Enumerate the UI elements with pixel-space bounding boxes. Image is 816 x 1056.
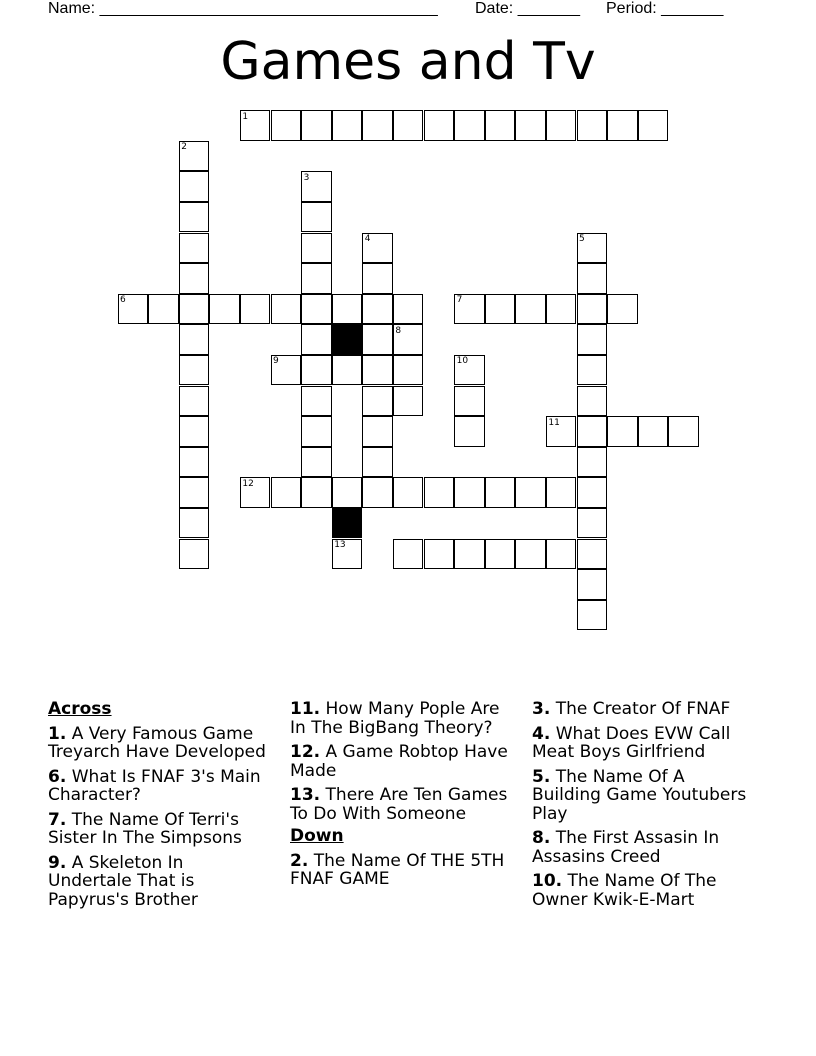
clue-number: 8	[395, 325, 402, 336]
grid-cell[interactable]	[362, 416, 393, 447]
grid-cell[interactable]	[179, 171, 210, 202]
clue-text: The Name Of Terri's Sister In The Simpsons	[48, 809, 242, 848]
grid-cell[interactable]	[301, 447, 332, 478]
clue-item	[532, 725, 752, 762]
grid-cell[interactable]	[332, 110, 363, 141]
grid-cell[interactable]	[362, 110, 393, 141]
clue-text: The Name Of The Owner Kwik-E-Mart	[532, 871, 717, 910]
grid-cell[interactable]	[209, 294, 240, 325]
grid-cell[interactable]	[362, 477, 393, 508]
grid-cell[interactable]	[393, 539, 424, 570]
grid-cell[interactable]	[577, 416, 608, 447]
grid-cell[interactable]	[362, 324, 393, 355]
grid-cell[interactable]	[393, 355, 424, 386]
grid-cell[interactable]	[301, 233, 332, 264]
grid-cell[interactable]	[577, 355, 608, 386]
clue-number-label: 8.	[532, 828, 551, 848]
clue-item	[48, 811, 268, 848]
clue-number-label: 3.	[532, 699, 551, 719]
grid-cell[interactable]	[362, 263, 393, 294]
grid-cell[interactable]	[607, 294, 638, 325]
grid-cell[interactable]	[179, 508, 210, 539]
grid-cell[interactable]	[362, 355, 393, 386]
grid-cell[interactable]	[301, 386, 332, 417]
grid-cell[interactable]	[179, 202, 210, 233]
clue-number: 11	[548, 417, 560, 428]
clue-number-label: 13.	[290, 785, 321, 805]
grid-cell[interactable]	[546, 294, 577, 325]
clue-item	[290, 743, 510, 780]
clue-number-label: 12.	[290, 742, 321, 762]
grid-cell[interactable]	[393, 386, 424, 417]
grid-cell[interactable]	[179, 447, 210, 478]
clue-number: 9	[273, 356, 279, 367]
grid-cell[interactable]	[424, 110, 455, 141]
grid-cell[interactable]	[301, 294, 332, 325]
clue-number: 2	[181, 142, 187, 153]
grid-cell[interactable]	[240, 294, 271, 325]
grid-cell[interactable]	[179, 539, 210, 570]
clue-item	[48, 768, 268, 805]
grid-cell[interactable]	[577, 447, 608, 478]
grid-cell[interactable]	[393, 294, 424, 325]
clue-text: The First Assasin In Assasins Creed	[532, 828, 720, 867]
grid-cell[interactable]	[424, 477, 455, 508]
grid-cell[interactable]	[577, 110, 608, 141]
grid-cell[interactable]	[332, 355, 363, 386]
clue-number: 12	[242, 478, 254, 489]
grid-cell[interactable]	[301, 477, 332, 508]
grid-cell[interactable]	[271, 294, 302, 325]
grid-cell[interactable]	[179, 233, 210, 264]
clue-text: A Very Famous Game Treyarch Have Developed	[48, 723, 266, 762]
clue-number-label: 10.	[532, 871, 563, 891]
grid-cell[interactable]	[577, 600, 608, 631]
clue-item	[48, 725, 268, 762]
grid-cell[interactable]	[301, 202, 332, 233]
grid-cell[interactable]	[301, 110, 332, 141]
period-field: Period: _______	[606, 0, 724, 17]
grid-cell[interactable]	[179, 416, 210, 447]
clue-text: How Many Pople Are In The BigBang Theory?	[290, 699, 500, 738]
clue-text: The Name Of A Building Game Youtubers Play	[532, 766, 747, 824]
across-clues-list-1	[48, 725, 268, 910]
clue-text: The Creator Of FNAF	[550, 699, 731, 719]
grid-cell[interactable]	[607, 416, 638, 447]
grid-cell[interactable]	[393, 477, 424, 508]
grid-cell[interactable]	[546, 539, 577, 570]
grid-cell[interactable]	[271, 477, 302, 508]
grid-cell[interactable]	[577, 263, 608, 294]
grid-cell[interactable]	[515, 294, 546, 325]
clue-text: A Skeleton In Undertale That is Papyrus's Brother	[48, 852, 198, 910]
down-clues-list-2	[532, 700, 752, 909]
grid-cell[interactable]	[515, 110, 546, 141]
grid-cell[interactable]	[515, 539, 546, 570]
down-heading: Down	[290, 826, 344, 846]
clue-number: 4	[364, 234, 371, 244]
grid-cell[interactable]	[332, 294, 363, 325]
clue-number-label: 11.	[290, 699, 321, 719]
clue-item	[290, 700, 510, 737]
grid-cell[interactable]	[148, 294, 179, 325]
clue-item	[532, 872, 752, 909]
clue-item	[48, 854, 268, 910]
date-field: Date: _______	[475, 0, 580, 17]
clue-number-label: 1.	[48, 723, 67, 744]
clue-number: 6	[120, 295, 126, 306]
grid-cell[interactable]	[485, 477, 516, 508]
clue-text: A Game Robtop Have Made	[290, 742, 508, 781]
clue-number: 13	[334, 540, 346, 550]
grid-cell[interactable]	[362, 294, 393, 325]
grid-cell[interactable]	[179, 294, 210, 325]
grid-cell[interactable]	[607, 110, 638, 141]
grid-cell[interactable]	[577, 508, 608, 539]
clue-number-label: 2.	[290, 850, 309, 871]
grid-cell[interactable]	[179, 263, 210, 294]
grid-cell[interactable]	[546, 477, 577, 508]
clue-number-label: 4.	[532, 723, 551, 744]
grid-cell[interactable]	[179, 477, 210, 508]
grid-cell[interactable]	[301, 324, 332, 355]
grid-cell[interactable]	[179, 386, 210, 417]
black-cell	[332, 324, 363, 355]
clue-text: The Name Of THE 5TH FNAF GAME	[290, 850, 505, 889]
grid-cell[interactable]	[271, 110, 302, 141]
grid-cell[interactable]	[179, 324, 210, 355]
across-clues-list-2	[290, 700, 510, 823]
clue-item	[532, 768, 752, 824]
grid-cell[interactable]	[515, 477, 546, 508]
clue-number: 10	[456, 356, 469, 367]
grid-cell[interactable]	[393, 110, 424, 141]
grid-cell[interactable]	[362, 447, 393, 478]
clue-number-label: 6.	[48, 766, 67, 787]
clue-text: There Are Ten Games To Do With Someone	[290, 785, 508, 824]
clue-number-label: 5.	[532, 766, 551, 787]
grid-cell[interactable]	[454, 416, 485, 447]
grid-cell[interactable]	[424, 539, 455, 570]
grid-cell[interactable]	[577, 386, 608, 417]
clue-number-label: 7.	[48, 809, 67, 830]
grid-cell[interactable]	[362, 386, 393, 417]
clue-number: 3	[303, 172, 310, 183]
grid-cell[interactable]	[301, 355, 332, 386]
black-cell	[332, 508, 363, 539]
grid-cell[interactable]	[577, 569, 608, 600]
grid-cell[interactable]	[454, 539, 485, 570]
grid-cell[interactable]	[301, 416, 332, 447]
clue-text: What Is FNAF 3's Main Character?	[48, 766, 261, 805]
clue-item	[290, 786, 510, 823]
clue-number: 1	[242, 111, 249, 122]
grid-cell[interactable]	[577, 294, 608, 325]
down-clues-list-1	[290, 852, 510, 889]
grid-cell[interactable]	[546, 110, 577, 141]
grid-cell[interactable]	[454, 477, 485, 508]
grid-cell[interactable]	[485, 110, 516, 141]
grid-cell[interactable]	[454, 110, 485, 141]
name-field: Name: ______________________________________	[48, 0, 438, 17]
grid-cell[interactable]	[332, 477, 363, 508]
page-title: Games and Tv	[220, 32, 596, 92]
clue-number-label: 9.	[48, 852, 67, 873]
grid-cell[interactable]	[179, 355, 210, 386]
grid-cell[interactable]	[638, 110, 669, 141]
across-heading: Across	[48, 699, 112, 719]
grid-cell[interactable]	[454, 386, 485, 417]
grid-cell[interactable]	[577, 477, 608, 508]
clues-column-2	[290, 700, 510, 895]
grid-cell[interactable]	[301, 263, 332, 294]
clue-item	[532, 700, 752, 719]
clue-item	[532, 829, 752, 866]
clue-text: What Does EVW Call Meat Boys Girlfriend	[532, 723, 731, 762]
grid-cell[interactable]	[668, 416, 699, 447]
grid-cell[interactable]	[577, 324, 608, 355]
clue-item	[290, 852, 510, 889]
clues-column-3	[532, 700, 752, 915]
clues-column-1	[48, 700, 268, 915]
clue-number: 7	[456, 295, 463, 306]
clue-number: 5	[579, 234, 585, 244]
grid-cell[interactable]	[577, 539, 608, 570]
grid-cell[interactable]	[485, 294, 516, 325]
grid-cell[interactable]	[638, 416, 669, 447]
grid-cell[interactable]	[485, 539, 516, 570]
